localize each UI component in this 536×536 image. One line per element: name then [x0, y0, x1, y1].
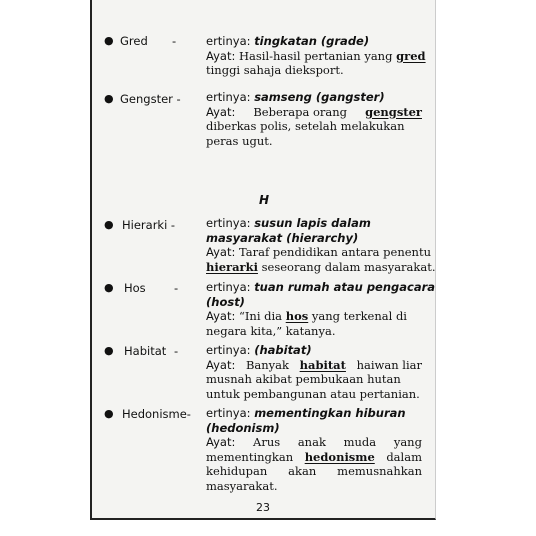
example-word: akan	[288, 464, 317, 478]
example-label: Ayat:	[206, 104, 236, 119]
meaning-label: ertinya:	[206, 280, 251, 294]
meaning-label: ertinya:	[206, 406, 251, 420]
meaning-label: ertinya:	[206, 343, 251, 357]
example-text: peras ugut.	[206, 133, 273, 148]
example-text: seseorang dalam masyarakat.	[261, 259, 436, 274]
example-label: Ayat:	[206, 357, 236, 372]
entry-body	[206, 343, 422, 401]
entry-body	[206, 280, 436, 338]
entry-meaning: (hedonism)	[206, 420, 280, 435]
entry-dash: -	[174, 281, 179, 295]
entry-keyword: gengster	[365, 104, 422, 119]
example-label: Ayat:	[206, 309, 236, 323]
example-word: anak	[297, 435, 326, 449]
example-text: untuk pembangunan atau pertanian.	[206, 386, 420, 401]
meaning-label: ertinya:	[206, 216, 251, 230]
entry-meaning: tingkatan (grade)	[254, 34, 370, 48]
example-text: Beberapa orang	[253, 104, 348, 119]
meaning-label: ertinya:	[206, 34, 251, 48]
bullet-icon: ●	[104, 34, 114, 47]
bullet-icon: ●	[104, 281, 114, 294]
entry-term: Hos	[124, 281, 146, 295]
bullet-icon: ●	[104, 407, 114, 420]
entry-dash: -	[174, 344, 179, 358]
entry-body	[206, 406, 422, 493]
entry-keyword: habitat	[299, 357, 346, 372]
example-label: Ayat:	[206, 245, 236, 259]
entry-dash: -	[172, 34, 177, 48]
example-label: Ayat:	[206, 48, 236, 63]
example-text: haiwan liar	[356, 357, 422, 372]
example-text: negara kita,” katanya.	[206, 323, 336, 338]
meaning-label: ertinya:	[206, 90, 251, 104]
example-word: yang	[393, 435, 422, 449]
example-text: Hasil-hasil pertanian yang	[238, 48, 393, 63]
example-word: memusnahkan	[337, 464, 422, 478]
entry-keyword: gred	[396, 48, 426, 63]
example-text: masyarakat.	[206, 478, 278, 493]
entry-meaning: (host)	[206, 294, 245, 309]
page-number: 23	[256, 501, 270, 514]
bullet-icon: ●	[104, 344, 114, 357]
book-page	[90, 0, 436, 520]
entry-meaning: masyarakat (hierarchy)	[206, 230, 359, 245]
entry-keyword: hos	[285, 309, 309, 323]
example-text: yang terkenal di	[311, 309, 407, 323]
example-text: musnah akibat pembukaan hutan	[206, 372, 401, 386]
bullet-icon: ●	[104, 92, 114, 105]
example-label: Ayat:	[206, 435, 236, 449]
example-text: Taraf pendidikan antara penentu	[238, 245, 431, 259]
entry-term: Gred	[120, 34, 148, 48]
example-word: kehidupan	[206, 464, 268, 478]
entry-meaning: susun lapis dalam	[254, 216, 371, 230]
section-letter: H	[259, 193, 270, 207]
entry-keyword: hedonisme	[304, 449, 375, 464]
example-word: dalam	[386, 449, 422, 464]
example-word: Arus	[253, 435, 281, 449]
entry-meaning: (habitat)	[254, 343, 312, 357]
entry-meaning: samseng (gangster)	[254, 90, 385, 104]
example-word: muda	[343, 435, 377, 449]
entry-body	[206, 34, 426, 78]
entry-body	[206, 90, 422, 148]
entry-term: Habitat	[124, 344, 167, 358]
example-text: diberkas polis, setelah melakukan	[206, 119, 405, 133]
example-word: mementingkan	[206, 449, 294, 464]
entry-meaning: tuan rumah atau pengacara	[254, 280, 436, 294]
example-text: Banyak	[245, 357, 289, 372]
entry-term: Gengster -	[120, 92, 181, 106]
example-text: tinggi sahaja dieksport.	[206, 63, 344, 77]
entry-keyword: hierarki	[206, 259, 258, 274]
bullet-icon: ●	[104, 218, 114, 231]
entry-meaning: mementingkan hiburan	[254, 406, 406, 420]
entry-term: Hierarki -	[122, 218, 176, 232]
entry-term: Hedonisme-	[122, 407, 191, 421]
entry-body	[206, 216, 436, 274]
example-text: “Ini dia	[238, 309, 283, 323]
